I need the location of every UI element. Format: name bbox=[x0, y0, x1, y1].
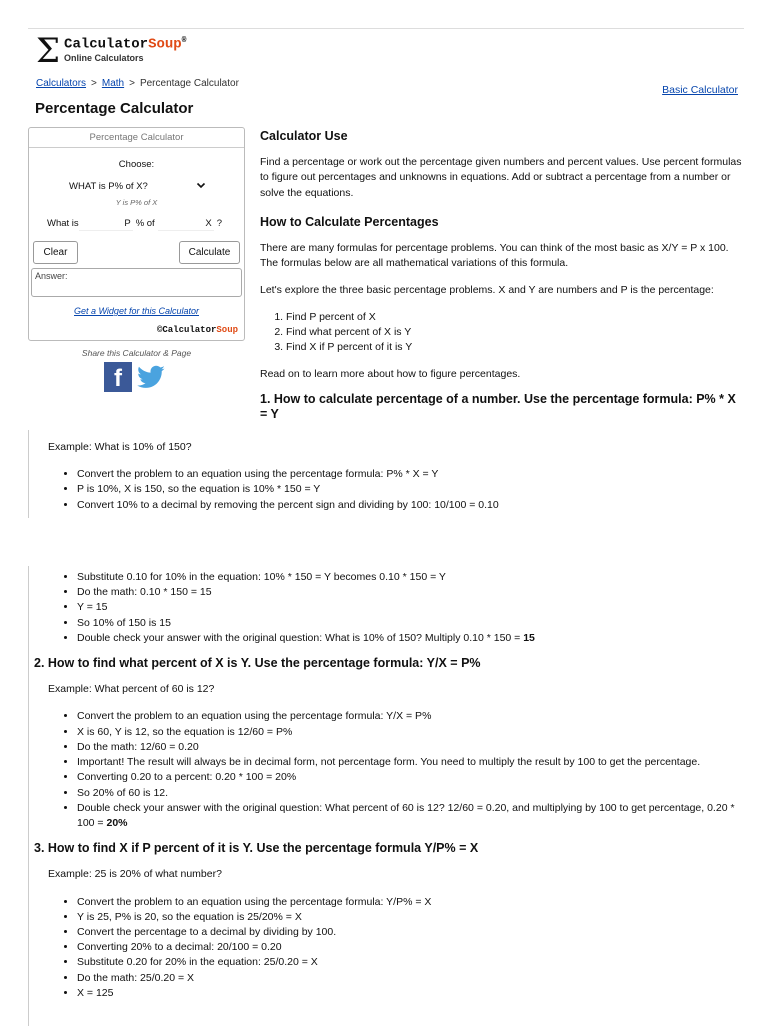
page-title: Percentage Calculator bbox=[35, 100, 194, 117]
facebook-icon[interactable]: f bbox=[104, 362, 132, 392]
widget-link-wrap bbox=[29, 305, 244, 318]
section-1-list-b bbox=[34, 570, 744, 646]
section-1-list-a bbox=[48, 467, 748, 513]
section-1-part-b bbox=[34, 570, 744, 1001]
question-mark: ? bbox=[216, 218, 222, 230]
left-border bbox=[28, 566, 29, 1026]
header-divider bbox=[28, 28, 744, 29]
logo-subtitle: Online Calculators bbox=[64, 53, 144, 64]
how-to-heading: How to Calculate Percentages bbox=[260, 214, 439, 229]
section-1-heading: 1. How to calculate percentage of a number. Use the percentage formula: P% * X = Y bbox=[260, 392, 736, 422]
list-item: • Convert 10% to a decimal by removing the percent sign and dividing by 100: 10/100 = 0.10 bbox=[77, 498, 748, 513]
copyright: ©CalculatorSoup bbox=[156, 325, 238, 335]
list-item: • X = 125 bbox=[77, 986, 744, 1001]
get-widget-link[interactable]: Get a Widget for this Calculator bbox=[74, 306, 199, 316]
list-item: • Convert the percentage to a decimal by dividing by 100. bbox=[77, 925, 744, 940]
calculator-header: Percentage Calculator bbox=[29, 128, 244, 148]
list-item: • Do the math: 0.10 * 150 = 15 bbox=[77, 585, 744, 600]
calculate-button[interactable]: Calculate bbox=[179, 241, 240, 264]
chevron-down-icon bbox=[196, 180, 206, 194]
section-1-example: Example: What is 10% of 150? bbox=[48, 441, 192, 453]
list-item: • Do the math: 12/60 = 0.20 bbox=[77, 740, 744, 755]
section-3-list bbox=[34, 895, 744, 1002]
list-item: • Substitute 0.20 for 20% in the equation: 25/0.20 = X bbox=[77, 955, 744, 970]
sigma-logo-icon: Σ bbox=[36, 31, 61, 71]
x-input[interactable]: X bbox=[158, 217, 214, 231]
right-column bbox=[260, 127, 744, 422]
answer-field[interactable] bbox=[31, 268, 242, 297]
calculator-use-text: Find a percentage or work out the percentage given numbers and percent values. Use percent formulas to figure out percentages and unknowns in equations. Add or subtract a percentage from a number or solve the equations. bbox=[260, 156, 742, 199]
list-item: • Important! The result will always be in decimal form, not percentage form. You need to multiply the result by 100 to get the percentage. bbox=[77, 755, 744, 770]
section-2-heading: 2. How to find what percent of X is Y. Use the percentage formula: Y/X = P% bbox=[34, 656, 481, 671]
breadcrumb-math[interactable]: Math bbox=[101, 78, 125, 89]
section-1-part-a bbox=[48, 440, 748, 513]
basic-calculator-link[interactable]: Basic Calculator bbox=[662, 84, 738, 96]
list-item: • So 20% of 60 is 12. bbox=[77, 786, 744, 801]
formula-hint: Y is P% of X bbox=[115, 198, 158, 207]
list-item: • Converting 0.20 to a percent: 0.20 * 100 = 20% bbox=[77, 770, 744, 785]
how-to-p1: There are many formulas for percentage problems. You can think of the most basic as X/Y = P x 100. The formulas below are all mathematical variations of this formula. bbox=[260, 241, 729, 270]
list-item: • Convert the problem to an equation using the percentage formula: Y/P% = X bbox=[77, 895, 744, 910]
list-item: • Substitute 0.10 for 10% in the equation: 10% * 150 = Y becomes 0.10 * 150 = Y bbox=[77, 570, 744, 585]
breadcrumb-calculators[interactable]: Calculators bbox=[36, 78, 87, 89]
choose-label: Choose: bbox=[118, 159, 155, 170]
problem-type-select[interactable]: WHAT is P% of X? bbox=[67, 180, 208, 194]
list-item: • Double check your answer with the original question: What is 10% of 150? Multiply 0.10 * 150 = 15 bbox=[77, 631, 744, 646]
what-is-label: What is bbox=[47, 218, 79, 230]
section-2-list bbox=[34, 709, 744, 831]
list-item: • Do the math: 25/0.20 = X bbox=[77, 971, 744, 986]
percentage-calculator-widget bbox=[28, 127, 245, 341]
calculator-use-heading: Calculator Use bbox=[260, 129, 348, 143]
list-item: • P is 10%, X is 150, so the equation is 10% * 150 = Y bbox=[77, 482, 748, 497]
list-item: • Convert the problem to an equation using the percentage formula: P% * X = Y bbox=[77, 467, 748, 482]
section-3-heading: 3. How to find X if P percent of it is Y. Use the percentage formula Y/P% = X bbox=[34, 841, 479, 856]
p-input[interactable]: P bbox=[79, 217, 133, 231]
list-item: • Converting 20% to a decimal: 20/100 = 0.20 bbox=[77, 940, 744, 955]
list-item: • Double check your answer with the original question: What percent of 60 is 12? 12/60 = 0.20, and multiplying by 100 to get percentage, 0.20 * 100 = 20% bbox=[77, 801, 744, 831]
logo-brand: CalculatorSoup® bbox=[64, 35, 187, 53]
left-border bbox=[28, 430, 29, 518]
breadcrumb: Calculators > Math > Percentage Calculator bbox=[36, 78, 239, 89]
list-item: • Y = 15 bbox=[77, 600, 744, 615]
how-to-p2: Let's explore the three basic percentage problems. X and Y are numbers and P is the percentage: bbox=[260, 284, 714, 297]
site-logo[interactable] bbox=[36, 31, 187, 71]
section-3-example: Example: 25 is 20% of what number? bbox=[48, 868, 222, 881]
inputs-row bbox=[47, 217, 222, 231]
list-item: • Convert the problem to an equation using the percentage formula: Y/X = P% bbox=[77, 709, 744, 724]
twitter-icon[interactable] bbox=[136, 362, 166, 392]
list-item: • X is 60, Y is 12, so the equation is 12/60 = P% bbox=[77, 725, 744, 740]
list-item: • So 10% of 150 is 15 bbox=[77, 616, 744, 631]
answer-label: Answer: bbox=[35, 271, 68, 281]
share-label: Share this Calculator & Page bbox=[81, 348, 192, 358]
clear-button[interactable]: Clear bbox=[33, 241, 78, 264]
how-to-p3: Read on to learn more about how to figure percentages. bbox=[260, 368, 521, 381]
social-share bbox=[104, 362, 166, 392]
list-item: 1. Find P percent of X bbox=[286, 310, 744, 325]
list-item: 3. Find X if P percent of it is Y bbox=[286, 340, 744, 355]
breadcrumb-current: Percentage Calculator bbox=[139, 78, 239, 89]
list-item: 2. Find what percent of X is Y bbox=[286, 325, 744, 340]
percent-of-label: % of bbox=[135, 218, 155, 230]
section-2-example: Example: What percent of 60 is 12? bbox=[48, 683, 215, 696]
how-to-list bbox=[260, 310, 744, 356]
list-item: • Y is 25, P% is 20, so the equation is 25/20% = X bbox=[77, 910, 744, 925]
